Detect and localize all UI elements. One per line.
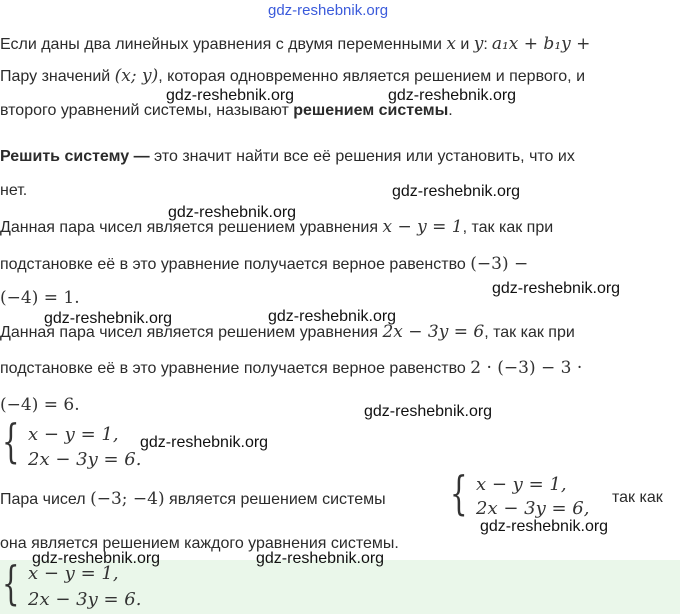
para4-line1-end: , так как при bbox=[484, 324, 575, 341]
para5-line2: она является решением каждого уравнения системы. bbox=[0, 535, 399, 552]
watermark: gdz-reshebnik.org bbox=[392, 183, 521, 200]
para4-line3 bbox=[0, 395, 80, 415]
para4-line1 bbox=[0, 322, 575, 342]
para4-line2-text: подстановке её в это уравнение получается верное равенство bbox=[0, 360, 471, 377]
answer-eq1: x − y = 1, bbox=[28, 563, 119, 584]
para4-line1-text: Данная пара чисел является решением уравнения bbox=[0, 324, 383, 341]
formula-fragment: a₁x + b₁y + bbox=[491, 34, 591, 54]
para2-text: это значит найти все её решения или установить, что их bbox=[149, 148, 575, 165]
watermark: gdz-reshebnik.org bbox=[364, 403, 493, 420]
para3-line2 bbox=[0, 254, 528, 274]
watermark: gdz-reshebnik.org bbox=[44, 310, 173, 327]
para3-line2-text: подстановке её в это уравнение получается верное равенство bbox=[0, 256, 471, 273]
answer-eq2: 2x − 3y = 6. bbox=[28, 589, 142, 610]
system2-eq2: 2x − 3y = 6, bbox=[476, 498, 590, 519]
para5-line1 bbox=[0, 489, 386, 509]
pair-xy: (x; y) bbox=[114, 66, 159, 86]
var-y: y bbox=[473, 34, 484, 54]
watermark: gdz-reshebnik.org bbox=[166, 87, 295, 104]
system1-eq1: x − y = 1, bbox=[28, 424, 119, 445]
watermark: gdz-reshebnik.org bbox=[492, 280, 621, 297]
equation-1: x − y = 1 bbox=[382, 217, 463, 237]
para1-line2 bbox=[0, 66, 585, 86]
para1-line3-text: второго уравнений системы, называют bbox=[0, 102, 294, 119]
watermark: gdz-reshebnik.org bbox=[480, 518, 609, 535]
para5-text3: так как bbox=[612, 489, 663, 506]
var-x: x bbox=[446, 34, 456, 54]
and-text: и bbox=[455, 36, 474, 53]
substitution-result: (−4) = 1. bbox=[0, 288, 80, 308]
equation-2: 2x − 3y = 6 bbox=[382, 322, 485, 342]
substitution-math: (−3) − bbox=[470, 254, 529, 274]
colon: : bbox=[483, 36, 488, 53]
left-brace-icon: { bbox=[2, 556, 20, 610]
para4-line2 bbox=[0, 358, 582, 378]
watermark: gdz-reshebnik.org bbox=[388, 87, 517, 104]
para1-line3 bbox=[0, 102, 453, 120]
watermark: gdz-reshebnik.org bbox=[32, 550, 161, 567]
term-solution-of-system: решением системы bbox=[293, 102, 449, 119]
left-brace-icon: { bbox=[2, 414, 20, 468]
substitution-math: 2 · (−3) − 3 · bbox=[470, 358, 583, 378]
para3-line1-end: , так как при bbox=[462, 219, 554, 236]
watermark: gdz-reshebnik.org bbox=[168, 204, 297, 221]
para1-line2-text2: , которая одновременно является решением и первого, и bbox=[158, 68, 586, 85]
para3-line1-text: Данная пара чисел является решением уравнения bbox=[0, 219, 383, 236]
watermark: gdz-reshebnik.org bbox=[256, 550, 385, 567]
para5-text1: Пара чисел bbox=[0, 491, 91, 508]
para3-line3 bbox=[0, 288, 80, 308]
left-brace-icon: { bbox=[450, 466, 468, 520]
para1-line2-text1: Пару значений bbox=[0, 68, 115, 85]
para3-line1 bbox=[0, 217, 553, 237]
substitution-result: (−4) = 6. bbox=[0, 395, 80, 415]
system1-eq2: 2x − 3y = 6. bbox=[28, 449, 142, 470]
para2-line2: нет. bbox=[0, 182, 28, 199]
top-watermark: gdz-reshebnik.org bbox=[268, 2, 389, 19]
para1-line1 bbox=[0, 34, 590, 54]
para1-line1-text: Если даны два линейных уравнения с двумя переменными bbox=[0, 36, 447, 53]
watermark: gdz-reshebnik.org bbox=[140, 434, 269, 451]
para5-text2: является решением системы bbox=[164, 491, 386, 508]
term-solve-system: Решить систему — bbox=[0, 148, 150, 165]
watermark: gdz-reshebnik.org bbox=[268, 308, 397, 325]
pair-values: (−3; −4) bbox=[90, 489, 165, 509]
para2-line1 bbox=[0, 148, 575, 166]
system2-eq1: x − y = 1, bbox=[476, 474, 567, 495]
period: . bbox=[448, 102, 453, 119]
